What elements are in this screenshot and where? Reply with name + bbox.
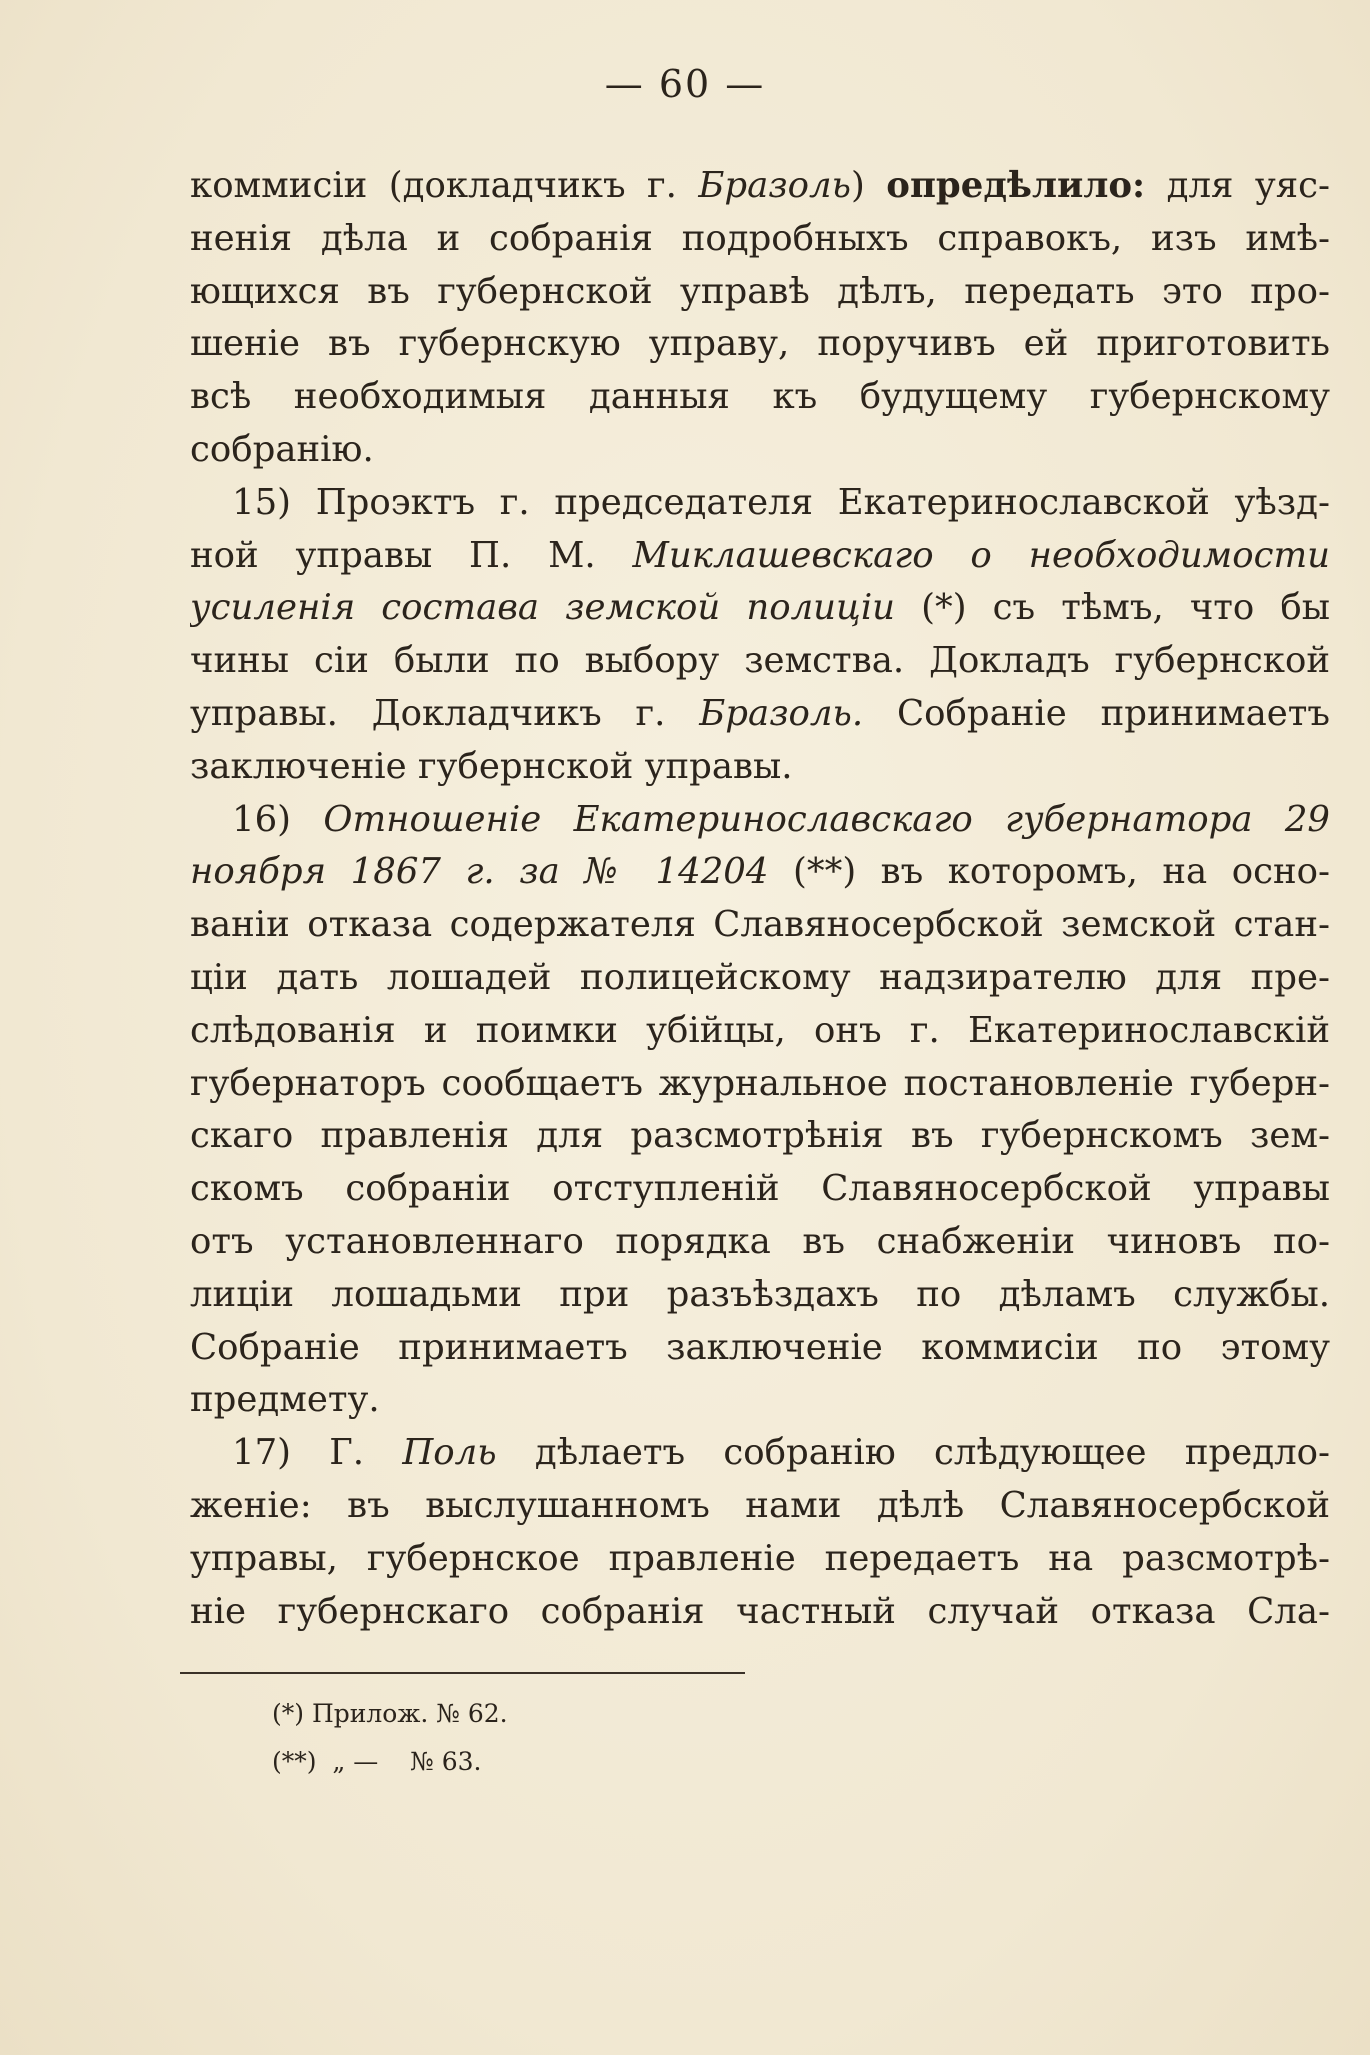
text-run: слѣдованія и поимки убійцы, онъ г. Екатеринославскій: [190, 1009, 1330, 1051]
text-line: [190, 1005, 1330, 1058]
text-run: ніе губернскаго собранія частный случай отказа Сла-: [190, 1590, 1330, 1632]
text-line: [190, 952, 1330, 1005]
text-run: чины сіи были по выбору земства. Докладъ губернской: [190, 640, 1330, 682]
text-run: 16): [232, 798, 324, 840]
text-line: [190, 1110, 1330, 1163]
text-run: ненія дѣла и собранія подробныхъ справокъ, изъ имѣ-: [190, 217, 1330, 259]
bold-text: опредѣлило:: [886, 165, 1146, 206]
text-run: ): [850, 165, 887, 206]
text-line: [190, 688, 1330, 741]
text-line: [190, 1058, 1330, 1111]
text-run: (**) въ которомъ, на осно-: [768, 851, 1330, 893]
italic-text: усиленія состава земской полиціи: [190, 587, 896, 629]
text-line: [190, 371, 1330, 424]
text-line: [190, 1216, 1330, 1269]
text-run: заключеніе губернской управы.: [190, 745, 793, 787]
text-run: ваніи отказа содержателя Славяносербской земской стан-: [190, 904, 1330, 946]
footnote-divider: [180, 1672, 745, 1674]
text-line: [190, 741, 1330, 794]
text-line: [190, 160, 1330, 213]
text-run: женіе: въ выслушанномъ нами дѣлѣ Славяносербской: [190, 1484, 1330, 1526]
text-line: [190, 1163, 1330, 1216]
text-run: шеніе въ губернскую управу, поручивъ ей приготовить: [190, 323, 1330, 365]
text-line: [190, 266, 1330, 319]
text-run: предмету.: [190, 1379, 380, 1421]
text-run: Собраніе принимаетъ заключеніе коммисіи по этому: [190, 1326, 1330, 1368]
text-run: губернаторъ сообщаетъ журнальное постановленіе губерн-: [190, 1062, 1330, 1104]
italic-text: Миклашевскаго о необходимости: [632, 534, 1330, 576]
text-line: [190, 530, 1330, 583]
text-run: всѣ необходимыя данныя къ будущему губернскому: [190, 376, 1330, 418]
italic-text: ноября 1867 г. за № 14204: [190, 851, 769, 893]
text-run: ціи дать лошадей полицейскому надзирателю для пре-: [190, 956, 1330, 998]
text-run: для уяс-: [1145, 165, 1330, 206]
italic-text: Бразоль.: [699, 692, 864, 734]
text-run: 17) Г.: [232, 1432, 403, 1474]
text-run: ющихся въ губернской управѣ дѣлъ, передать это про-: [190, 270, 1330, 312]
text-line: [190, 424, 1330, 477]
page-number: — 60 —: [604, 62, 766, 106]
text-run: отъ установленнаго порядка въ снабженіи чиновъ по-: [190, 1220, 1330, 1262]
text-line: [190, 477, 1330, 530]
text-line: [190, 794, 1330, 847]
text-line: [190, 1269, 1330, 1322]
text-line: [190, 213, 1330, 266]
text-run: Собраніе принимаетъ: [863, 692, 1330, 734]
text-line: [190, 318, 1330, 371]
text-line: [190, 582, 1330, 635]
footnote-1: (*) Прилож. № 62.: [272, 1699, 508, 1728]
text-run: управы, губернское правленіе передаетъ на разсмотрѣ-: [190, 1537, 1330, 1579]
text-line: [190, 1533, 1330, 1586]
body-text: [190, 160, 1330, 1638]
text-run: коммисіи (докладчикъ г.: [190, 165, 699, 206]
text-run: ной управы П. М.: [190, 534, 633, 576]
footnotes: [272, 1690, 508, 1786]
footnote-2: (**) „ — № 63.: [272, 1747, 482, 1776]
text-run: 15) Проэктъ г. председателя Екатеринославской уѣзд-: [232, 481, 1330, 523]
text-run: лиціи лошадьми при разъѣздахъ по дѣламъ службы.: [190, 1273, 1330, 1315]
text-run: управы. Докладчикъ г.: [190, 692, 700, 734]
text-run: скомъ собраніи отступленій Славяносербской управы: [190, 1168, 1330, 1210]
italic-text: Поль: [402, 1432, 497, 1474]
text-line: [190, 635, 1330, 688]
text-line: [190, 1322, 1330, 1375]
text-line: [190, 1374, 1330, 1427]
text-line: [190, 1480, 1330, 1533]
italic-text: Отношеніе Екатеринославскаго губернатора 29: [323, 798, 1330, 840]
text-line: [190, 846, 1330, 899]
text-run: собранію.: [190, 428, 374, 470]
text-run: (*) съ тѣмъ, что бы: [895, 587, 1330, 629]
italic-text: Бразоль: [698, 165, 851, 206]
text-line: [190, 1427, 1330, 1480]
text-line: [190, 899, 1330, 952]
text-run: дѣлаетъ собранію слѣдующее предло-: [496, 1432, 1330, 1474]
text-run: скаго правленія для разсмотрѣнія въ губернскомъ зем-: [190, 1115, 1330, 1157]
text-line: [190, 1586, 1330, 1639]
